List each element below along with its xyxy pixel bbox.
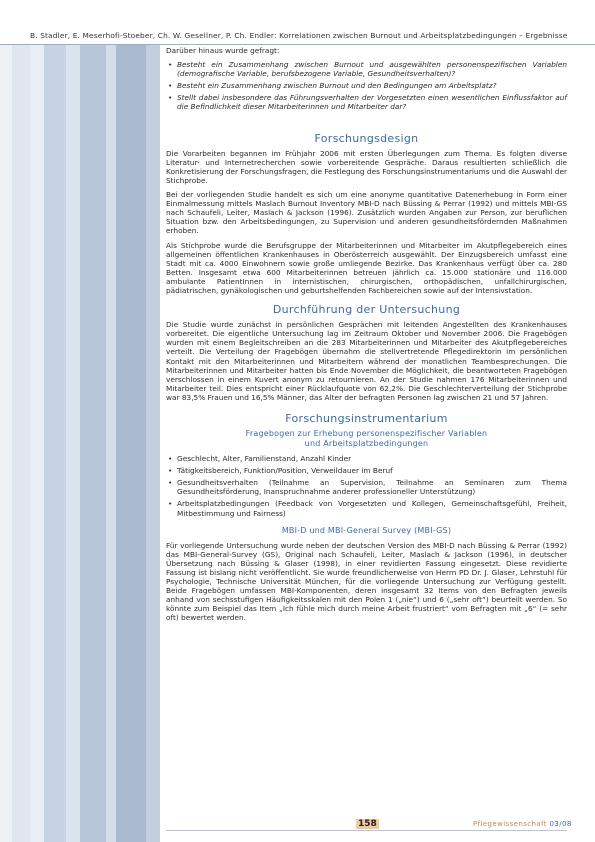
bullet-icon: • [168,60,173,70]
paragraph: Die Studie wurde zunächst in persönlichen Gesprächen mit leitenden Angestellten des Krankenhauses vorbereitet. Die eigentliche Untersuchung lag im Zeitraum Oktober und November 2006. Die Fragebögen wurden mit einem Begleitschreiben an die 283 Mitarbeiterinnen und Mitarbeiter des Akutpflegebereiches verteilt. Die Verteilung der Fragebögen übernahm die stellvertretende Pflegedirektorin im persönlichen Kontakt mit den Mitarbeiterinnen und Mitarbeitern während der monatlichen Teambesprechungen. Die Mitarbeiterinnen und Mitarbeiter hatten bis Ende November die Möglichkeit, die beantworteten Fragebögen verschlossen in einem Kuvert anonym zu retournieren. An der Studie nahmen 176 Mitarbeiterinnen und Mitarbeiter teil. Dies entspricht einer Rücklaufquote von 62,2%. Die Geschlechterverteilung der Stichprobe war 83,5% Frauen und 16,5% Männer, das Alter der befragten Personen lag zwischen 21 und 57 Jahren. [166,320,567,402]
section-heading-forschungsdesign: Forschungsdesign [314,131,419,145]
bullet-icon: • [168,93,173,103]
bullet-icon: • [168,466,173,476]
stripe [12,45,30,842]
list-item: • Besteht ein Zusammenhang zwischen Burnout und ausgewählten personenspezifischen Variablen (demografische Variable, berufsbezogene Variable, Gesundheitsverhalten)? [168,60,567,79]
stripe [146,45,160,842]
stripe [116,45,146,842]
stripe [0,45,12,842]
paragraph: Für vorliegende Untersuchung wurde neben der deutschen Version des MBI-D nach Büssing & Perrar (1992) das MBI-General-Survey (GS), Original nach Schaufeli, Leiter, Maslach & Jackson (1996), in deutscher Übersetzung nach Büssing & Glaser (1998), in einer revidierten Fassung eingesetzt. Diese revidierte Fassung ist bislang nicht veröffentlicht. Sie wurde freundlicherweise von Herrn PD Dr. J. Glaser, Lehrstuhl für Psychologie, Technische Universität München, für die vorliegende Untersuchung zur Verfügung gestellt. Beide Fragebögen umfassen MBI-Komponenten, deren insgesamt 32 Items von den Befragten jeweils anhand von sechsstufigen Häufigkeitsskalen mit den Polen 1 („nie“) und 6 („sehr oft“) beurteilt werden. So könnte zum Beispiel das Item „Ich fühle mich durch meine Arbeit frustriert“ vom Befragten mit „6“ (= sehr oft) bewertet werden. [166,540,567,623]
running-header [0,0,595,45]
page-number: 158 [358,819,377,829]
paragraph: Als Stichprobe wurde die Berufsgruppe der Mitarbeiterinnen und Mitarbeiter im Akutpflegebereich eines allgemeinen öffentlichen Krankenhauses in Oberösterreich ausgewählt. Der Einzugsbereich umfasst eine Stadt mit ca. 4000 Einwohnern sowie große umliegende Bezirke. Das Krankenhaus verfügt über ca. 280 Betten. Insgesamt etwa 600 Mitarbeiterinnen betreuen jährlich ca. 15.000 stationäre und 116.000 ambulante PatientInnen in internistischen, chirurgischen, orthopädischen, unfallchirurgischen, pädiatrischen, gynäkologischen und geburtshelfenden Fachbereichen sowie auf der Intensivstation. [166,240,567,295]
list-item: • Tätigkeitsbereich, Funktion/Position, Verweildauer im Beruf [168,466,393,476]
list-item: • Besteht ein Zusammenhang zwischen Burnout und den Bedingungen am Arbeitsplatz? [168,81,497,91]
stripe [30,45,44,842]
footer-rule [166,830,567,831]
variables-list [166,454,567,518]
list-item: • Geschlecht, Alter, Familienstand, Anzahl Kinder [168,454,352,464]
stripe [66,45,80,842]
subsection-heading-mbi: MBI-D und MBI-General Survey (MBI-GS) [281,525,452,535]
bullet-icon: • [168,454,173,464]
paragraph: Bei der vorliegenden Studie handelt es sich um eine anonyme quantitative Datenerhebung in Form einer Einmalmessung mittels Maslach Burnout Inventory MBI-D nach Büssing & Perrar (1992) und mittels MBI-GS nach Schaufeli, Leiter, Maslach & Jackson (1996). Zusätzlich wurden Angaben zur Person, zur beruflichen Situation bzw. den Arbeitsbedingungen, zu Supervision und anderen gesundheitsfördernden Maßnahmen erhoben. [166,190,567,236]
paragraph: Die Vorarbeiten begannen im Frühjahr 2006 mit ersten Überlegungen zum Thema. Es folgten diverse Literatur- und Internetrecherchen sowie vorbereitende Gespräche. Daraus resultierten schließlich die Konkretisierung der Forschungsfragen, die Festlegung des Forschungsinstrumentariums und die Auswahl der Stichprobe. [166,148,567,185]
journal-name: Pflegewissenschaft 03/08 [473,820,572,828]
article-body [166,46,567,628]
stripe [106,45,116,842]
decorative-side-stripes [0,45,160,842]
journal-issue: 03/08 [549,820,572,828]
bullet-icon: • [168,499,173,509]
subsection-heading-line1: Fragebogen zur Erhebung personenspezifischer Variablen [245,429,488,439]
bullet-icon: • [168,478,173,488]
stripe [80,45,106,842]
research-questions-list [166,60,567,111]
section-heading-durchfuehrung: Durchführung der Untersuchung [272,303,461,317]
list-item: • Arbeitsplatzbedingungen (Feedback von Vorgesetzten und Kollegen, Gemeinschaftsgefühl, Freiheit, Mitbestimmung und Fairness) [168,499,567,518]
list-item: • Stellt dabei insbesondere das Führungsverhalten der Vorgesetzten einen wesentlichen Einflussfaktor auf die Befindlichkeit dieser Mitarbeiterinnen und Mitarbeiter dar? [168,93,567,112]
running-title: B. Stadler, E. Meserhofi-Stoeber, Ch. W. Gesellner, P. Ch. Endler: Korrelationen zwischen Burnout und Arbeitsplatzbedingungen – Ergebnisse [30,31,568,40]
section-heading-forschungsinstrumentarium: Forschungsinstrumentarium [285,412,448,425]
list-item: • Gesundheitsverhalten (Teilnahme an Supervision, Teilnahme an Seminaren zum Thema Gesundheitsförderung, Inanspruchnahme anderer professioneller Unterstützung) [168,478,567,497]
intro-lead: Darüber hinaus wurde gefragt: [166,46,280,55]
bullet-icon: • [168,81,173,91]
stripe [44,45,66,842]
subsection-heading-fragebogen [166,429,567,449]
subsection-heading-line2: und Arbeitsplatzbedingungen [304,439,429,449]
